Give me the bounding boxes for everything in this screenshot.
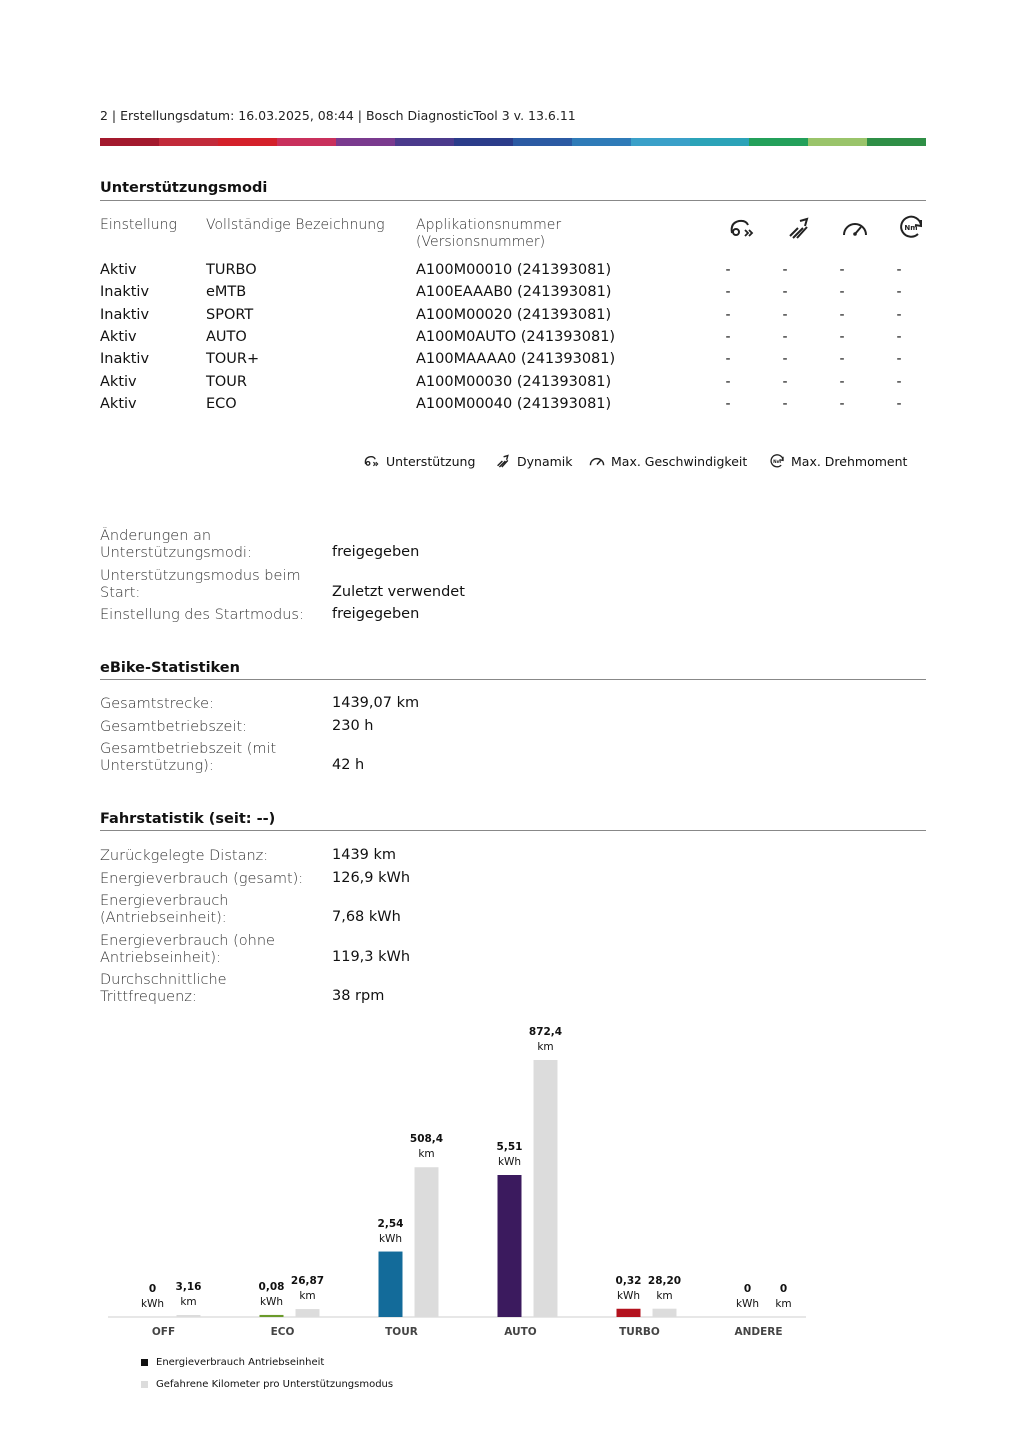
- field-label-line2: Unterstützung):: [100, 758, 214, 774]
- data-label-unit: km: [775, 1298, 792, 1310]
- mode-app-number: A100M00040 (241393081): [416, 395, 612, 412]
- mode-status: Aktiv: [100, 373, 137, 390]
- legend-speed-label: Max. Geschwindigkeit: [611, 453, 748, 469]
- data-label-km: [640, 1274, 690, 1304]
- mode-status: Aktiv: [100, 262, 137, 278]
- mode-value-v3: -: [839, 351, 845, 368]
- chart-legend-km: [141, 1379, 393, 1390]
- mode-status: Aktiv: [100, 395, 137, 412]
- data-label-unit: kWh: [378, 1232, 403, 1245]
- mode-value-v1: -: [725, 373, 731, 390]
- data-label-value: 28,20: [647, 1274, 682, 1287]
- legend-swatch-km: [141, 1381, 148, 1388]
- col-header-app-line1: Applikationsnummer: [416, 217, 562, 233]
- field-value: 126,9 kWh: [332, 869, 411, 886]
- mode-name: eMTB: [206, 284, 247, 301]
- mode-value-v4: -: [896, 373, 902, 390]
- data-label-km: [283, 1274, 333, 1304]
- mode-value-v1: -: [725, 306, 731, 323]
- field-label-line1: Energieverbrauch: [100, 893, 229, 909]
- mode-name: TOUR+: [206, 351, 260, 368]
- data-label-value: 2,54: [377, 1217, 404, 1230]
- field-value: 1439,07 km: [332, 695, 420, 711]
- modes-section-title: Unterstützungsmodi: [100, 180, 268, 196]
- data-label-value: 0: [743, 1283, 752, 1295]
- mode-app-number: A100M0AUTO (241393081): [416, 328, 616, 345]
- mode-app-number: A100MAAAA0 (241393081): [416, 351, 616, 368]
- field-label-line2: Unterstützungsmodi:: [100, 545, 252, 561]
- field-label-line1: Änderungen an: [100, 528, 212, 544]
- mode-value-v4: -: [896, 395, 902, 412]
- bar-energy-auto: [498, 1175, 522, 1317]
- bar-km-eco: [296, 1309, 320, 1317]
- mode-value-v4: -: [896, 328, 902, 345]
- data-label-unit: kWh: [735, 1298, 760, 1310]
- col-header-name: Vollständige Bezeichnung: [206, 217, 385, 233]
- mode-status: Inaktiv: [100, 284, 150, 301]
- field-label-line1: Energieverbrauch (ohne: [100, 932, 275, 949]
- bar-energy-eco: [260, 1315, 284, 1317]
- mode-value-v2: -: [782, 351, 788, 368]
- data-label-km: [521, 1025, 571, 1055]
- data-label-energy: [485, 1140, 535, 1170]
- mode-name: TOUR: [206, 373, 247, 390]
- mode-value-v2: -: [782, 306, 788, 323]
- svg-text:Nm: Nm: [904, 224, 918, 232]
- category-label: TURBO: [619, 1326, 660, 1338]
- bar-energy-tour: [379, 1252, 403, 1317]
- mode-value-v2: -: [782, 262, 788, 278]
- data-label-value: 508,4: [409, 1133, 444, 1146]
- field-label-line1: Gesamtbetriebszeit:: [100, 718, 248, 735]
- data-label-value: 0,32: [615, 1274, 642, 1287]
- mode-value-v3: -: [839, 284, 845, 301]
- field-value: 119,3 kWh: [332, 948, 411, 965]
- col-header-setting: Einstellung: [100, 217, 177, 233]
- data-label-km: [164, 1280, 214, 1310]
- bar-km-off: [177, 1315, 201, 1317]
- category-label: OFF: [151, 1326, 176, 1338]
- mode-value-v3: -: [839, 306, 845, 323]
- data-label-energy: [366, 1217, 416, 1247]
- mode-value-v2: -: [782, 328, 788, 345]
- bar-km-auto: [534, 1060, 558, 1317]
- mode-value-v4: -: [896, 351, 902, 368]
- field-label-line1: Gesamtstrecke:: [100, 696, 214, 712]
- mode-value-v3: -: [839, 395, 845, 412]
- data-label-unit: km: [299, 1290, 316, 1303]
- category-label: AUTO: [504, 1326, 537, 1338]
- mode-status: Inaktiv: [100, 306, 150, 323]
- mode-value-v3: -: [839, 262, 845, 278]
- data-label-unit: kWh: [497, 1156, 522, 1168]
- svg-text:Nm: Nm: [773, 458, 781, 464]
- field-label-line1: Durchschnittliche: [100, 972, 227, 988]
- field-value: Zuletzt verwendet: [332, 583, 465, 600]
- mode-value-v1: -: [725, 395, 731, 412]
- field-value: 230 h: [332, 717, 374, 734]
- data-label-value: 0: [779, 1283, 788, 1295]
- mode-name: ECO: [206, 395, 237, 412]
- field-value: 42 h: [332, 757, 365, 773]
- data-label-unit: kWh: [616, 1289, 641, 1302]
- mode-app-number: A100M00020 (241393081): [416, 306, 612, 323]
- mode-status: Inaktiv: [100, 351, 150, 368]
- legend-swatch-energy: [141, 1359, 148, 1366]
- mode-value-v4: -: [896, 306, 902, 323]
- data-label-value: 0: [148, 1283, 157, 1295]
- mode-value-v1: -: [725, 351, 731, 368]
- mode-app-number: A100M00010 (241393081): [416, 262, 612, 278]
- field-value: freigegeben: [332, 606, 420, 622]
- mode-value-v3: -: [839, 373, 845, 390]
- mode-value-v2: -: [782, 284, 788, 301]
- col-header-app-line2: (Versionsnummer): [416, 234, 546, 250]
- field-label-line1: Unterstützungsmodus beim: [100, 567, 301, 584]
- bar-energy-turbo: [617, 1309, 641, 1317]
- mode-value-v4: -: [896, 284, 902, 301]
- data-label-value: 5,51: [496, 1141, 523, 1153]
- mode-value-v1: -: [725, 284, 731, 301]
- data-label-value: 0,08: [258, 1280, 285, 1293]
- mode-status: Aktiv: [100, 328, 137, 345]
- field-label-line1: Energieverbrauch (gesamt):: [100, 870, 304, 887]
- legend-torque-label: Max. Drehmoment: [791, 453, 908, 469]
- field-label-line1: Gesamtbetriebszeit (mit: [100, 741, 277, 757]
- field-label-line1: Zurückgelegte Distanz:: [100, 848, 269, 864]
- category-label: ANDERE: [734, 1326, 783, 1338]
- report-header: 2 | Erstellungsdatum: 16.03.2025, 08:44 | Bosch DiagnosticTool 3 v. 13.6.11: [100, 108, 576, 123]
- chart-legend-energy: [141, 1357, 324, 1368]
- legend-dynamics-label: Dynamik: [517, 453, 573, 469]
- mode-value-v4: -: [896, 262, 902, 278]
- category-label: ECO: [270, 1326, 295, 1338]
- mode-name: SPORT: [206, 306, 254, 323]
- data-label-value: 872,4: [528, 1026, 563, 1038]
- ride-section-title: Fahrstatistik (seit: --): [100, 811, 276, 827]
- mode-app-number: A100EAAAB0 (241393081): [416, 284, 612, 301]
- legend-support-label: Unterstützung: [386, 453, 476, 469]
- mode-value-v1: -: [725, 262, 731, 278]
- field-value: 7,68 kWh: [332, 909, 401, 925]
- data-label-unit: km: [656, 1289, 673, 1302]
- data-label-unit: km: [418, 1148, 435, 1161]
- bar-km-turbo: [653, 1309, 677, 1317]
- field-label-line2: (Antriebseinheit):: [100, 910, 227, 926]
- mode-value-v1: -: [725, 328, 731, 345]
- field-value: 38 rpm: [332, 988, 385, 1004]
- data-label-value: 26,87: [290, 1275, 325, 1288]
- data-label-unit: kWh: [259, 1295, 284, 1308]
- mode-value-v3: -: [839, 328, 845, 345]
- field-label-line2: Start:: [100, 584, 141, 601]
- legend-label-km: Gefahrene Kilometer pro Unterstützungsmodus: [156, 1379, 394, 1390]
- data-label-unit: km: [537, 1041, 554, 1053]
- mode-value-v2: -: [782, 373, 788, 390]
- field-label-line2: Antriebseinheit):: [100, 949, 221, 966]
- legend-label-energy: Energieverbrauch Antriebseinheit: [156, 1357, 325, 1368]
- stats-section-title: eBike-Statistiken: [100, 660, 240, 676]
- field-value: freigegeben: [332, 544, 420, 560]
- data-label-km: [759, 1282, 809, 1312]
- data-label-unit: kWh: [140, 1298, 165, 1310]
- data-label-unit: km: [180, 1296, 197, 1308]
- mode-name: AUTO: [206, 328, 247, 345]
- category-label: TOUR: [385, 1326, 418, 1338]
- data-label-km: [402, 1132, 452, 1162]
- mode-value-v2: -: [782, 395, 788, 412]
- bar-km-tour: [415, 1167, 439, 1317]
- data-label-value: 3,16: [175, 1281, 202, 1293]
- field-label-line1: Einstellung des Startmodus:: [100, 607, 304, 623]
- field-value: 1439 km: [332, 847, 397, 863]
- mode-app-number: A100M00030 (241393081): [416, 373, 612, 390]
- field-label-line2: Trittfrequenz:: [100, 989, 197, 1005]
- mode-name: TURBO: [206, 262, 257, 278]
